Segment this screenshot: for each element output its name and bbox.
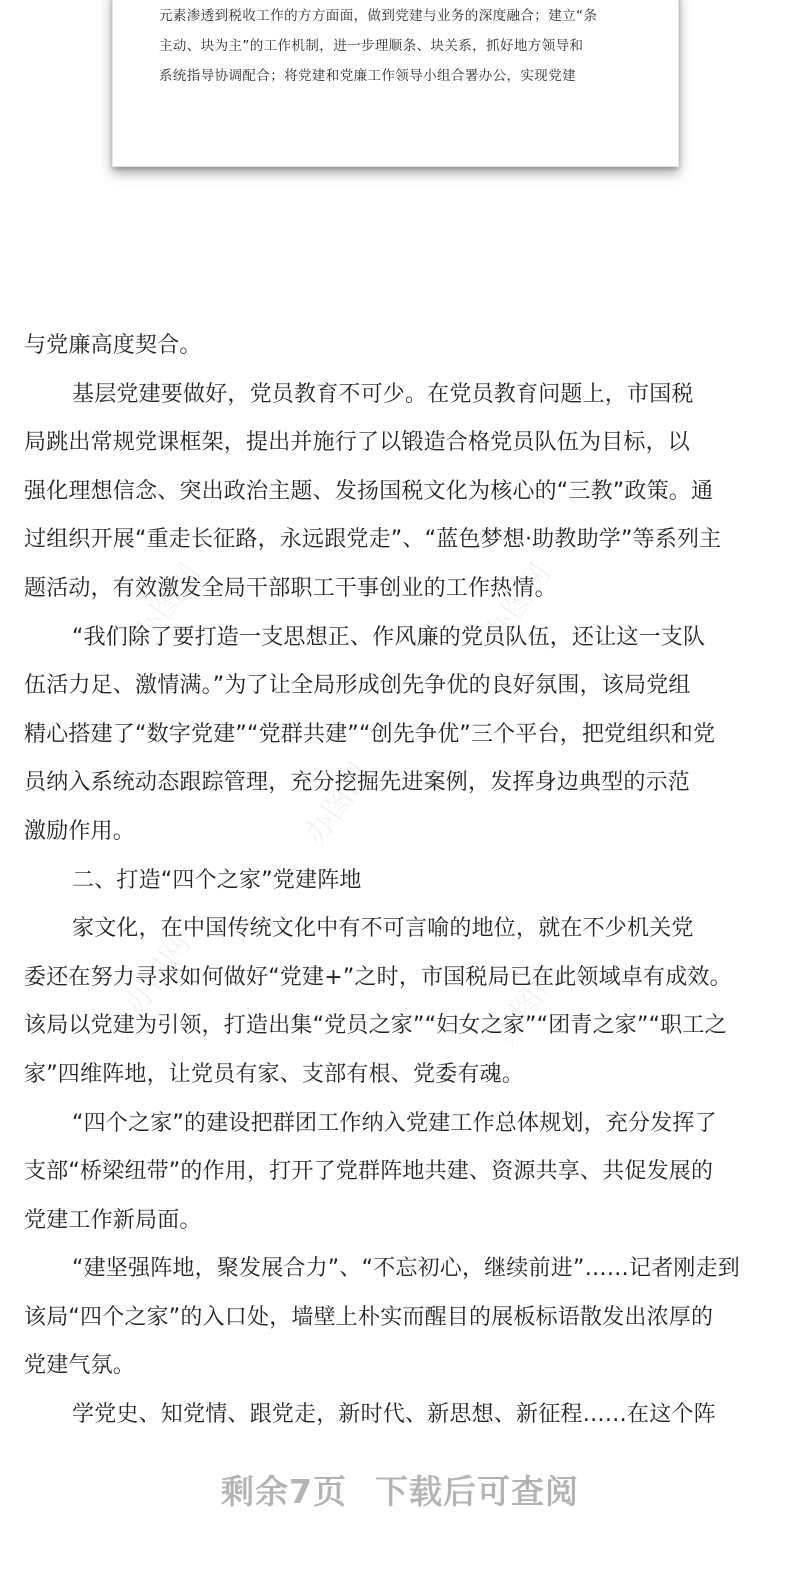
paragraph-line: 支部“桥梁纽带”的作用，打开了党群阵地共建、资源共享、共促发展的	[24, 1159, 714, 1185]
watermark: 办图网	[477, 557, 559, 651]
paragraph-line: “四个之家”的建设把群团工作纳入党建工作总体规划，充分发挥了	[72, 1110, 717, 1136]
preview-card	[112, 0, 679, 167]
paragraph-line: 伍活力足、激情满。”为了让全局形成创先争优的良好氛围，该局党组	[24, 673, 691, 699]
paragraph-line: 学党史、知党情、跟党走，新时代、新思想、新征程……在这个阵	[72, 1402, 716, 1428]
watermark: 办图网	[117, 927, 199, 1021]
preview-card-line: 元素渗透到税收工作的方方面面，做到党建与业务的深度融合；建立“条	[159, 8, 598, 24]
download-prompt[interactable]	[0, 1466, 800, 1513]
paragraph-line: 党建气氛。	[24, 1353, 136, 1379]
watermark: 办图网	[127, 557, 209, 651]
paragraph-line: 与党廉高度契合。	[24, 333, 202, 358]
preview-card-line: 系统指导协调配合；将党建和党廉工作领导小组合署办公，实现党建	[159, 68, 576, 84]
paragraph-line: 强化理想信念、突出政治主题、发扬国税文化为核心的“三教”政策。通	[24, 478, 714, 504]
preview-card-line: 主动、块为主”的工作机制，进一步理顺条、块关系，抓好地方领导和	[159, 38, 584, 54]
paragraph-line: 该局“四个之家”的入口处，墙壁上朴实而醒目的展板标语散发出浓厚的	[24, 1304, 714, 1330]
paragraph-line: 党建工作新局面。	[24, 1207, 202, 1233]
paragraph-line: 局跳出常规党课框架，提出并施行了以锻造合格党员队伍为目标，以	[24, 430, 691, 456]
paragraph-line: 题活动，有效激发全局干部职工干事创业的工作热情。	[24, 575, 557, 601]
paragraph-line: 家”四维阵地，让党员有家、支部有根、党委有魂。	[24, 1061, 524, 1087]
watermark: 办图网	[297, 757, 379, 851]
paragraph-line: 激励作用。	[24, 818, 136, 844]
remaining-pages-label: 剩余7页	[221, 1472, 347, 1511]
paragraph-line: 家文化，在中国传统文化中有不可言喻的地位，就在不少机关党	[72, 916, 694, 942]
watermark: 办图网	[487, 957, 569, 1051]
document-body	[24, 322, 776, 1440]
paragraph-line: “我们除了要打造一支思想正、作风廉的党员队伍，还让这一支队	[72, 624, 706, 650]
paragraph-line: 员纳入系统动态跟踪管理，充分挖掘先进案例，发挥身边典型的示范	[24, 770, 691, 796]
paragraph-line: 该局以党建为引领，打造出集“党员之家”“妇女之家”“团青之家”“职工之	[24, 1013, 727, 1039]
paragraph-line: 基层党建要做好，党员教育不可少。在党员教育问题上，市国税	[72, 381, 694, 407]
paragraph-line: 精心搭建了“数字党建”“党群共建”“创先争优”三个平台，把党组织和党	[24, 721, 716, 747]
paragraph-line: 过组织开展“重走长征路，永远跟党走”、“蓝色梦想·助教助学”等系列主	[24, 527, 722, 553]
section-heading: 二、打造“四个之家”党建阵地	[72, 867, 362, 893]
download-hint-label: 下载后可查阅	[374, 1472, 579, 1511]
paragraph-line: 委还在努力寻求如何做好“党建+”之时，市国税局已在此领域卓有成效。	[24, 964, 732, 990]
paragraph-line: “建坚强阵地，聚发展合力”、“不忘初心，继续前进”……记者刚走到	[72, 1256, 740, 1282]
